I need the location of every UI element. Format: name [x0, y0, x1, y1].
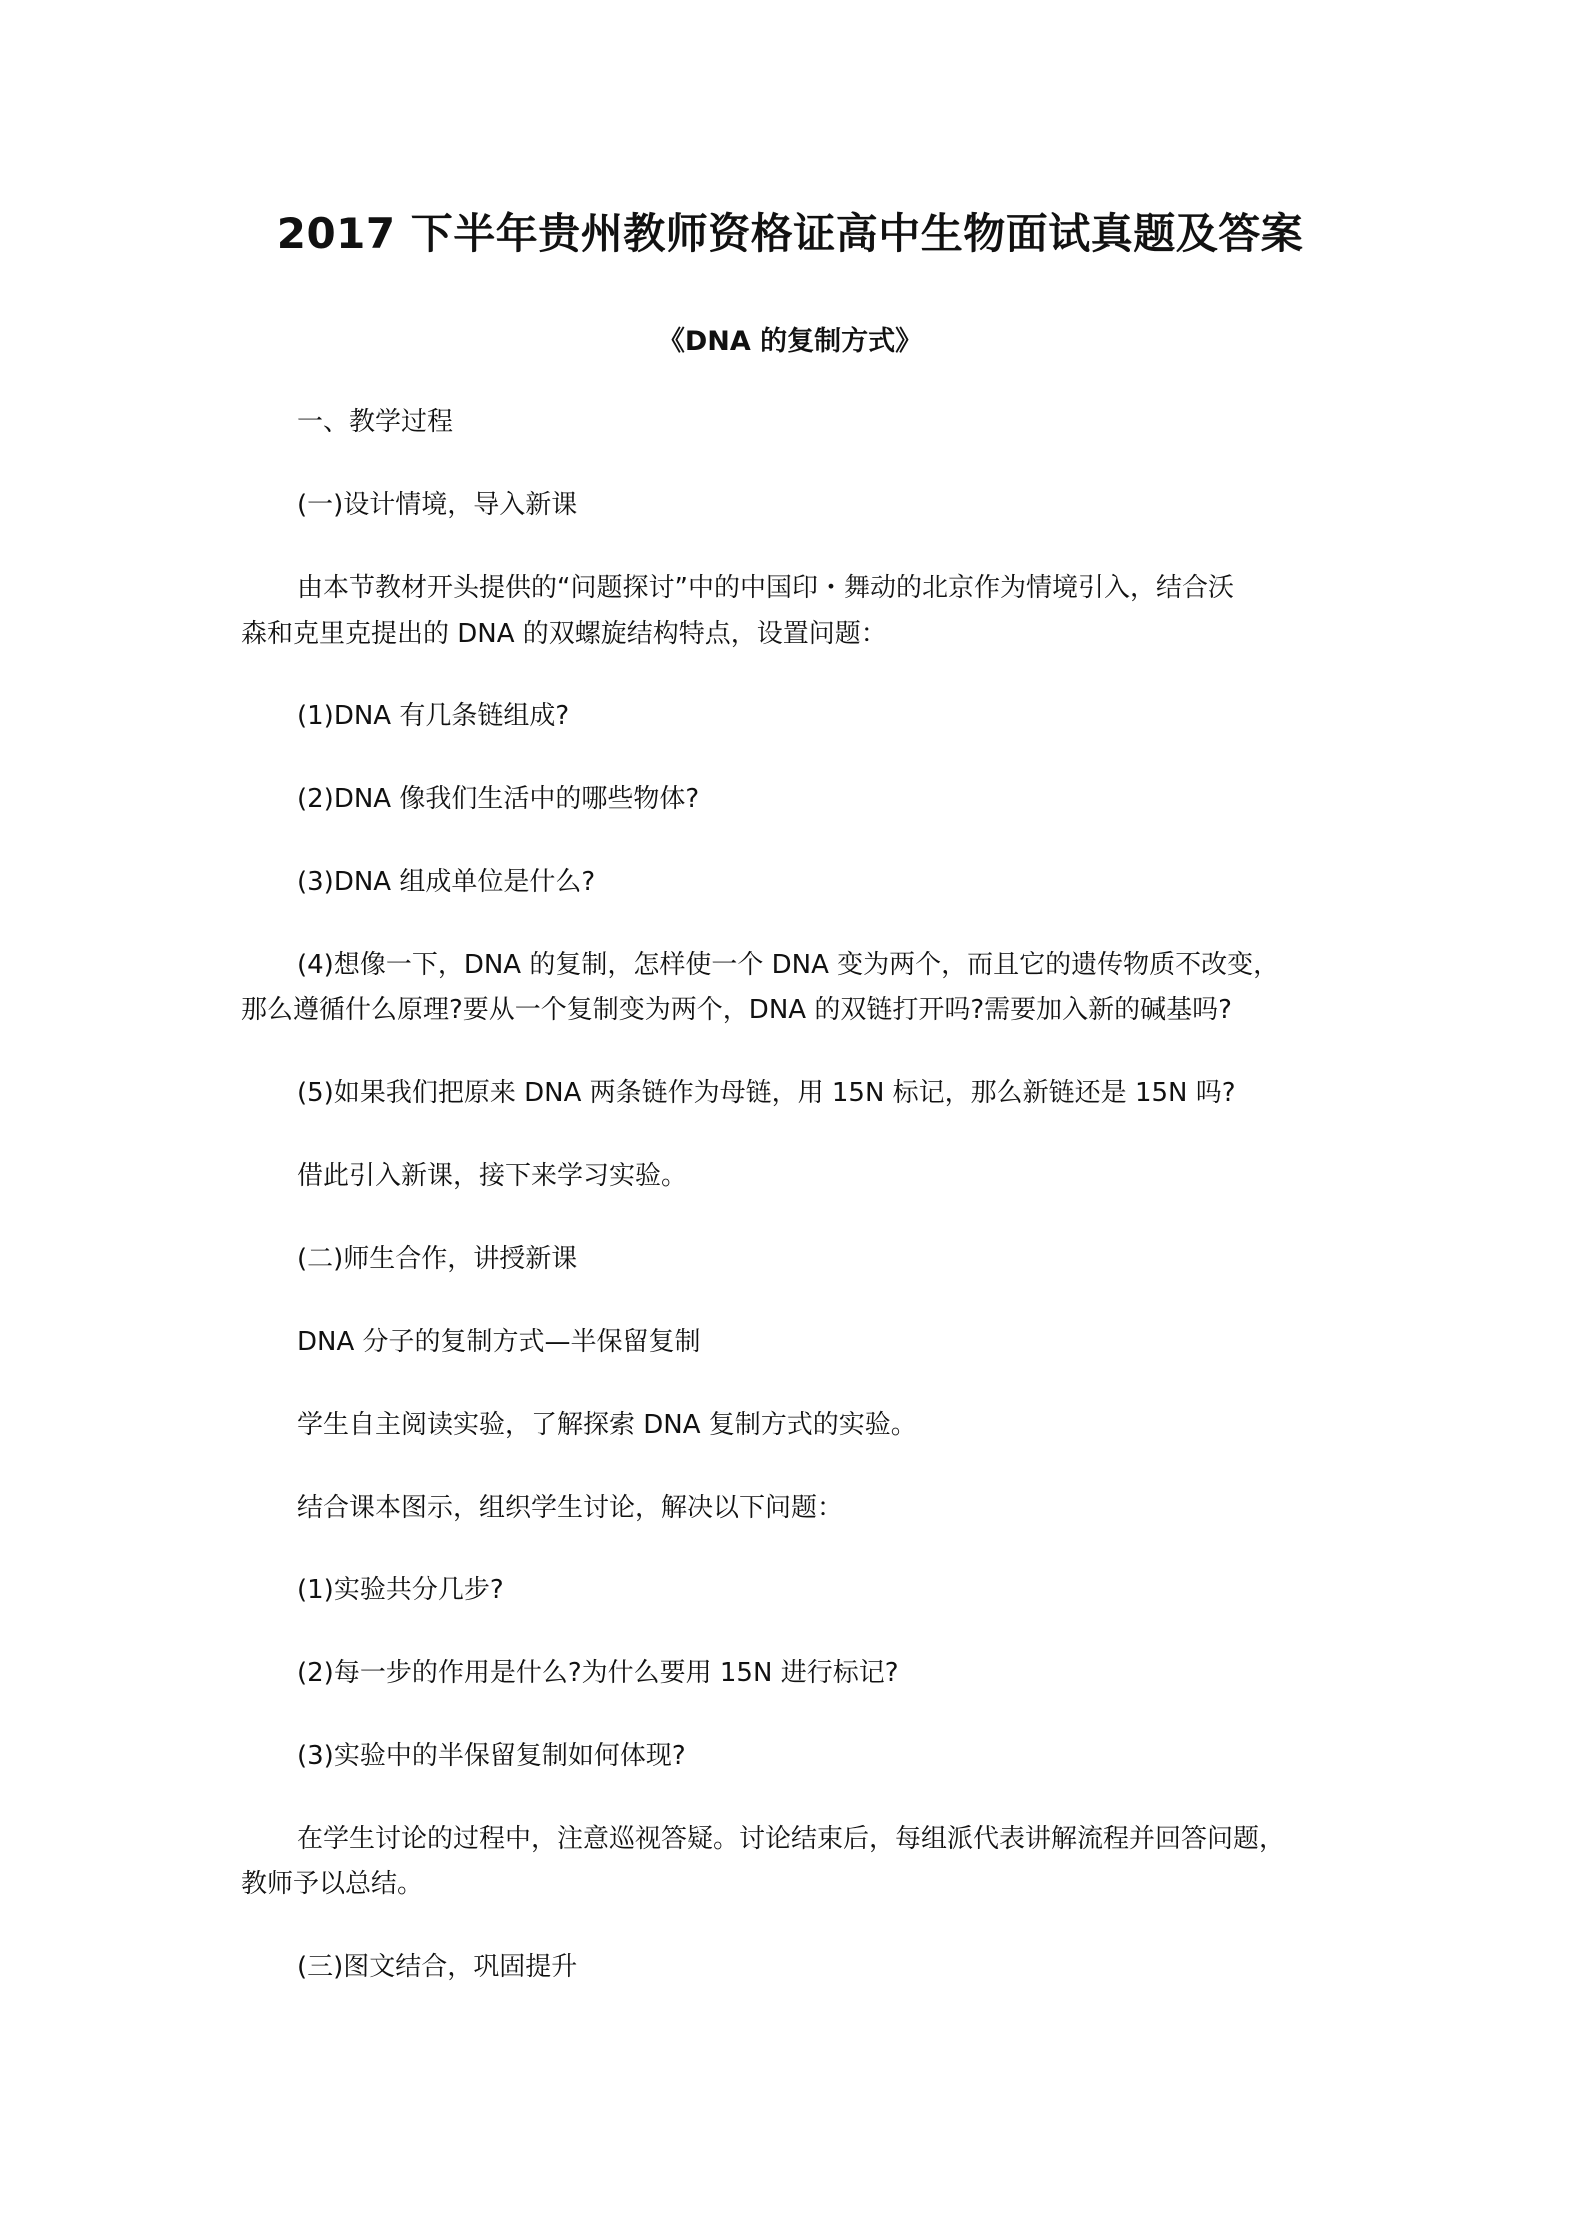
document-title: 2017 下半年贵州教师资格证高中生物面试真题及答案: [276, 209, 1304, 258]
question-item: (3)DNA 组成单位是什么?: [297, 867, 596, 897]
question-item: (3)实验中的半保留复制如何体现?: [297, 1741, 686, 1771]
paragraph-line: 结合课本图示，组织学生讨论，解决以下问题：: [297, 1493, 844, 1523]
subsection-heading: (二)师生合作，讲授新课: [297, 1244, 578, 1274]
question-item: (1)实验共分几步?: [297, 1575, 504, 1605]
question-item-continued: 那么遵循什么原理?要从一个复制变为两个，DNA 的双链打开吗?需要加入新的碱基吗?: [241, 995, 1232, 1025]
question-item: (1)DNA 有几条链组成?: [297, 701, 570, 731]
question-item: (2)DNA 像我们生活中的哪些物体?: [297, 784, 700, 814]
paragraph-line: DNA 分子的复制方式—半保留复制: [297, 1327, 701, 1357]
question-item: (2)每一步的作用是什么?为什么要用 15N 进行标记?: [297, 1658, 899, 1688]
section-heading: 一、教学过程: [297, 407, 454, 437]
paragraph-line: 由本节教材开头提供的“问题探讨”中的中国印・舞动的北京作为情境引入，结合沃: [297, 573, 1234, 603]
paragraph-line: 森和克里克提出的 DNA 的双螺旋结构特点，设置问题：: [241, 619, 887, 649]
paragraph-line: 借此引入新课，接下来学习实验。: [297, 1161, 688, 1191]
paragraph-line: 教师予以总结。: [241, 1869, 424, 1899]
subsection-heading: (三)图文结合，巩固提升: [297, 1952, 578, 1982]
question-item: (5)如果我们把原来 DNA 两条链作为母链，用 15N 标记，那么新链还是 15N 吗?: [297, 1078, 1236, 1108]
lesson-title: 《DNA 的复制方式》: [657, 326, 923, 357]
question-item: (4)想像一下，DNA 的复制，怎样使一个 DNA 变为两个，而且它的遗传物质不改变，: [297, 950, 1280, 980]
paragraph-line: 学生自主阅读实验，了解探索 DNA 复制方式的实验。: [297, 1410, 917, 1440]
subsection-heading: (一)设计情境，导入新课: [297, 490, 578, 520]
paragraph-line: 在学生讨论的过程中，注意巡视答疑。讨论结束后，每组派代表讲解流程并回答问题，: [297, 1824, 1286, 1854]
